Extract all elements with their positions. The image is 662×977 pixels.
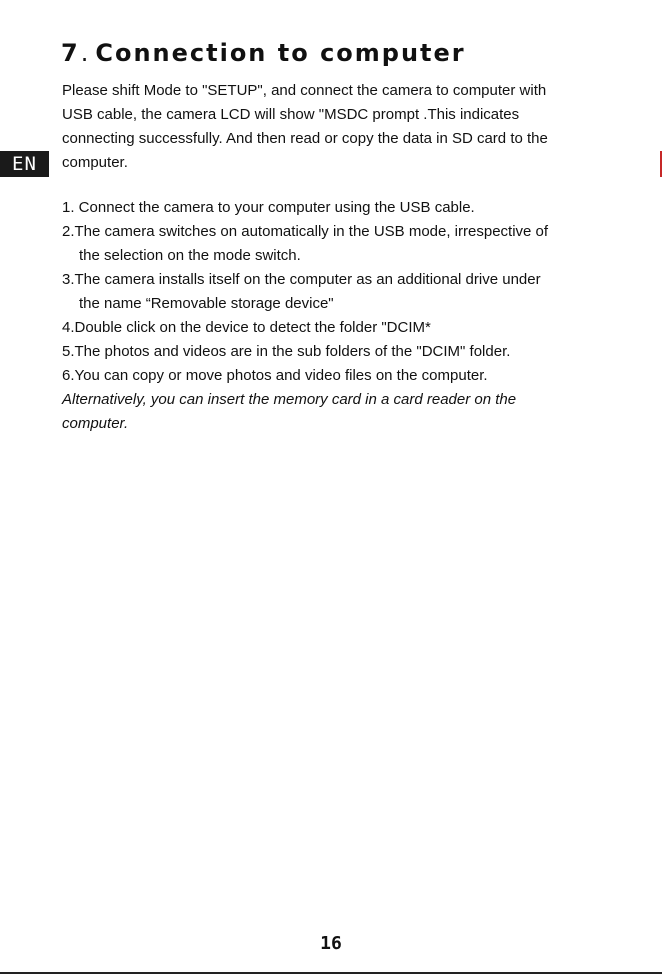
intro-paragraph <box>62 79 602 175</box>
steps-list <box>62 196 602 388</box>
note-line: computer. <box>62 415 129 432</box>
intro-line: USB cable, the camera LCD will show "MSDC prompt .This indicates <box>62 106 520 123</box>
step-2-continuation: the selection on the mode switch. <box>79 247 301 264</box>
page-number: 16 <box>320 933 342 954</box>
step-6: 6.You can copy or move photos and video files on the computer. <box>62 367 488 384</box>
step-3-continuation: the name “Removable storage device" <box>79 295 334 312</box>
bottom-divider <box>0 972 662 974</box>
page-body <box>62 79 602 436</box>
step-2: 2.The camera switches on automatically in the USB mode, irrespective of <box>62 223 549 240</box>
paragraph-gap <box>62 175 602 196</box>
alternative-note <box>62 388 602 436</box>
language-tab: EN <box>0 151 49 177</box>
intro-line: Please shift Mode to "SETUP", and connect the camera to computer with <box>62 82 547 99</box>
step-5: 5.The photos and videos are in the sub folders of the "DCIM" folder. <box>62 343 511 360</box>
section-number: 7 <box>61 39 80 67</box>
note-line: Alternatively, you can insert the memory card in a card reader on the <box>62 391 517 408</box>
step-4: 4.Double click on the device to detect the folder "DCIM* <box>62 319 431 336</box>
step-3: 3.The camera installs itself on the computer as an additional drive under <box>62 271 541 288</box>
step-1: 1. Connect the camera to your computer using the USB cable. <box>62 199 475 216</box>
section-title <box>61 38 466 68</box>
section-title-text: Connection to computer <box>95 39 466 67</box>
intro-line: computer. <box>62 154 128 171</box>
section-separator: . <box>80 39 91 67</box>
intro-line: connecting successfully. And then read or copy the data in SD card to the <box>62 130 548 147</box>
